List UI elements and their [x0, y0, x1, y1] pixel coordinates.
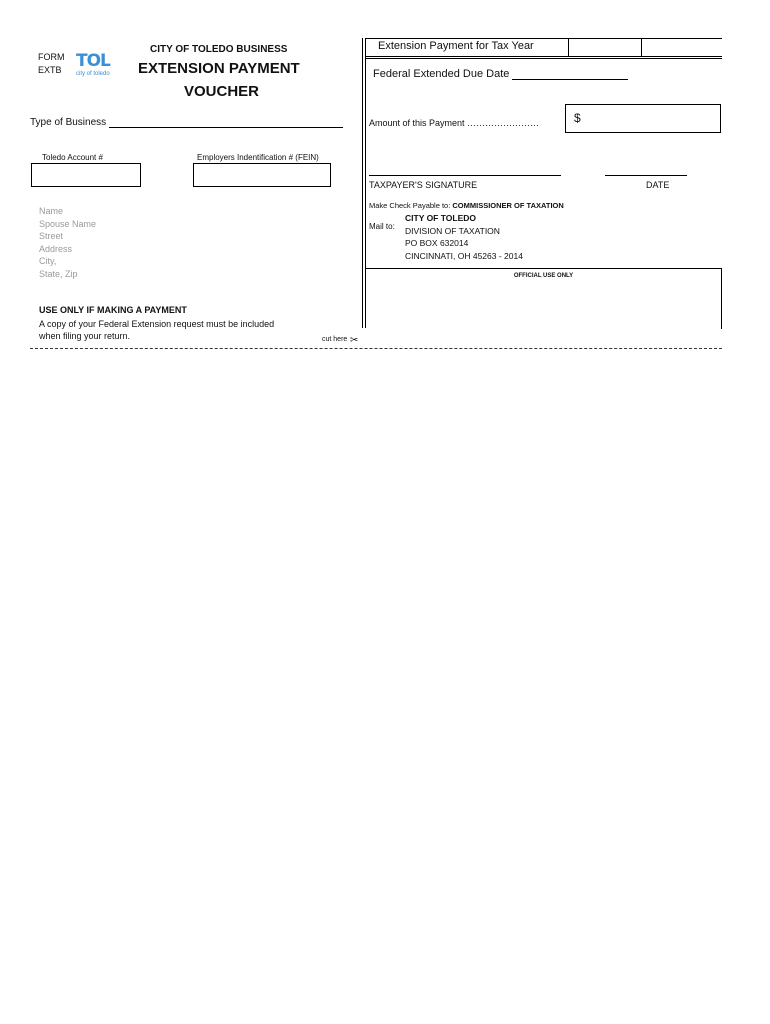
amount-field[interactable] — [565, 104, 721, 133]
official-use-box — [366, 268, 722, 329]
mail-to-label: Mail to: — [369, 222, 395, 231]
tax-year-underline — [366, 56, 722, 57]
fein-field[interactable] — [193, 163, 331, 187]
form-label: FORM — [38, 52, 65, 62]
dollar-sign: $ — [574, 111, 581, 125]
federal-due-field[interactable] — [512, 69, 628, 80]
heading-large-2: VOUCHER — [184, 83, 260, 100]
address-line: Address — [39, 243, 73, 254]
cut-line — [30, 348, 722, 349]
date-line[interactable] — [605, 175, 687, 176]
copy-note-1: A copy of your Federal Extension request must be included — [39, 319, 275, 329]
payable-to: COMMISSIONER OF TAXATION — [452, 201, 564, 210]
toledo-account-field[interactable] — [31, 163, 141, 187]
official-use-label: OFFICIAL USE ONLY — [513, 273, 574, 279]
cut-here-label: cut here — [322, 336, 348, 343]
fein-label: Employers Indentification # (FEIN) — [197, 153, 319, 162]
scissors-icon: ✂ — [350, 335, 359, 346]
date-label: DATE — [646, 180, 670, 190]
federal-due-label: Federal Extended Due Date — [373, 68, 510, 80]
top-border — [366, 38, 722, 39]
form-label-block — [38, 51, 65, 77]
heading-large-1: EXTENSION PAYMENT — [138, 60, 300, 77]
city-line: City, — [39, 256, 57, 267]
use-only-note: USE ONLY IF MAKING A PAYMENT — [39, 305, 187, 315]
heading-small: CITY OF TOLEDO BUSINESS — [150, 44, 288, 55]
address-line-2: DIVISION OF TAXATION — [405, 225, 500, 236]
signature-label: TAXPAYER'S SIGNATURE — [369, 180, 478, 190]
address-line-1: CITY OF TOLEDO — [405, 213, 476, 223]
address-line-3: PO BOX 632014 — [405, 238, 469, 249]
tax-year-underline-2 — [366, 58, 722, 59]
form-code: EXTB — [38, 65, 62, 75]
toledo-account-label: Toledo Account # — [42, 153, 103, 162]
logo-subtext: city of toledo — [76, 71, 110, 77]
type-of-business-row — [30, 117, 343, 128]
signature-line[interactable] — [369, 175, 561, 176]
city-logo — [76, 53, 122, 79]
divider-line-left — [362, 38, 363, 328]
tax-year-field[interactable] — [568, 38, 642, 57]
mailing-address — [405, 212, 523, 262]
type-of-business-label: Type of Business — [30, 117, 107, 128]
type-of-business-field[interactable] — [109, 117, 343, 128]
federal-due-row — [373, 68, 628, 80]
amount-label: Amount of this Payment …………………… — [369, 118, 540, 128]
logo-text: TOL — [76, 51, 110, 71]
payable-label: Make Check Payable to: — [369, 201, 451, 210]
name-address-block — [39, 205, 96, 281]
payable-row — [369, 201, 564, 210]
street-line: Street — [39, 231, 64, 242]
copy-note-2: when filing your return. — [39, 331, 131, 341]
address-line-4: CINCINNATI, OH 45263 - 2014 — [405, 250, 523, 261]
spouse-name-line: Spouse Name — [39, 218, 97, 229]
tax-year-label: Extension Payment for Tax Year — [378, 40, 534, 52]
state-zip-line: State, Zip — [39, 268, 78, 279]
name-line: Name — [39, 206, 64, 216]
